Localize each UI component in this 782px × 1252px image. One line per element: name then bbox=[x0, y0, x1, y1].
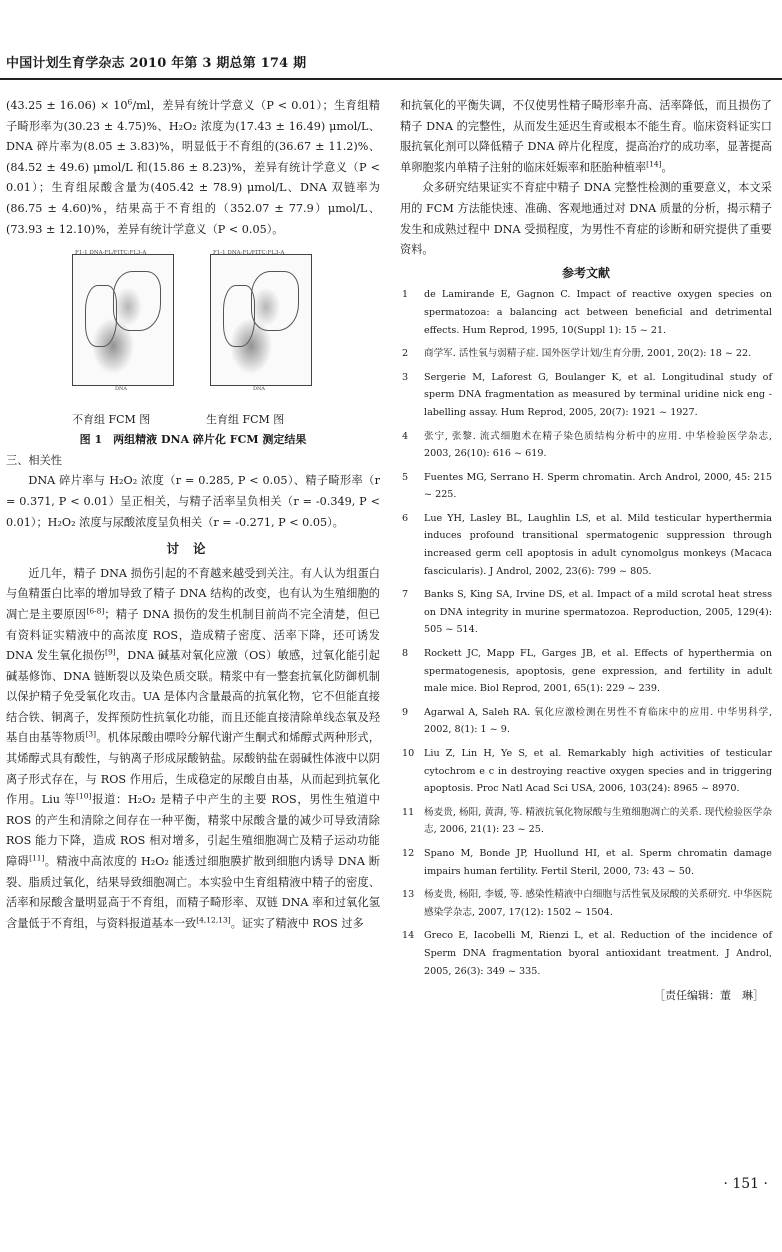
reference-number: 6 bbox=[402, 512, 409, 524]
reference-item bbox=[400, 886, 772, 921]
text-run: 。证实了精液中 ROS 过多 bbox=[230, 916, 364, 930]
text-run: 。机体尿酸由嘌呤分解代谢产生酮式和烯醇式两种形式，其烯醇式具有酸性，与钠离子形成尿酸钠盐。尿酸钠盐在弱碱性体液中以阴离子形式存在，与 ROS 作用后，生成稳定的尿酸自由基，从而起到抗氧化作用。Liu 等 bbox=[6, 731, 380, 807]
citation: [6-8] bbox=[86, 606, 105, 616]
reference-text: 杨麦贵, 杨阳, 李媛, 等. 感染性精液中白细胞与活性氧及尿酸的关系研究. 中华医院感染学杂志, 2007, 17(12): 1502 ~ 1504. bbox=[424, 889, 772, 918]
reference-number: 5 bbox=[402, 471, 409, 483]
panel-captions bbox=[6, 410, 380, 430]
panel-title: F1-1 DNA-FL/FITC:FL3-A bbox=[213, 250, 285, 257]
citation: [3] bbox=[85, 729, 97, 739]
infertile-fcm-plot bbox=[72, 250, 174, 392]
discussion-paragraph bbox=[6, 564, 380, 935]
reference-text: de Lamirande E, Gagnon C. Impact of reactive oxygen species on spermatozoa: a balancing act between beneficial and detrimental effects. Hum Reprod, 1995, 10(Suppl 1): 15 ~ 21. bbox=[424, 289, 772, 336]
reference-number: 9 bbox=[402, 706, 409, 718]
journal-header: 中国计划生育学杂志 2010 年第 3 期总第 174 期 bbox=[6, 56, 307, 71]
reference-number: 10 bbox=[402, 748, 415, 759]
reference-item bbox=[400, 586, 772, 639]
text-run: (43.25 ± 16.06) × 10 bbox=[6, 99, 128, 112]
citation: [10] bbox=[76, 791, 92, 801]
reference-number: 11 bbox=[402, 806, 415, 818]
conclusion-paragraph: 众多研究结果证实不育症中精子 DNA 完整性检测的重要意义，本文采用的 FCM 方法能快速、准确、客观地通过对 DNA 质量的分析，揭示精子发生和成熟过程中 DNA 受损程度，为男性不育症的诊断和研究提供了重要资料。 bbox=[400, 181, 772, 257]
text-run: 近几年，精子 DNA 损伤引起的不育越来越受到关注。有人认为组蛋白与鱼精蛋白比率的增加导致了精子 DNA 结构的改变，也有认为生殖细胞的凋亡是主要原因 bbox=[6, 566, 380, 621]
gate-region bbox=[113, 271, 161, 331]
reference-text: Fuentes MG, Serrano H. Sperm chromatin. Arch Androl, 2000, 45: 215 ~ 225. bbox=[424, 471, 772, 501]
citation: [11] bbox=[29, 853, 45, 863]
reference-item bbox=[400, 469, 772, 504]
results-paragraph bbox=[6, 96, 380, 240]
reference-item bbox=[400, 704, 772, 739]
reference-item bbox=[400, 369, 772, 422]
reference-text: Rockett JC, Mapp FL, Garges JB, et al. Effects of hyperthermia on spermatogenesis, apoptosis, gene expression, and fertility in adult male mice. Biol Reprod, 2001, 65(1): 229 ~ 239. bbox=[424, 648, 772, 695]
reference-item bbox=[400, 428, 772, 463]
reference-item bbox=[400, 645, 772, 698]
reference-text: Lue YH, Lasley BL, Laughlin LS, et al. Mild testicular hyperthermia induces profound transitional spermatogenic suppression through increased germ cell apoptosis in adult cynomolgus monkeys (Macaca fascicularis). J Androl, 2002, 23(6): 799 ~ 805. bbox=[424, 512, 772, 577]
reference-number: 3 bbox=[402, 371, 409, 383]
reference-text: Sergerie M, Laforest G, Boulanger K, et al. Longitudinal study of sperm DNA fragmentation as measured by terminal uridine nick eng - labelling assay. Hum Reprod, 2005, 20(7): 1921 ~ 1927. bbox=[424, 371, 772, 418]
reference-text: 张宁, 张黎. 流式细胞术在精子染色质结构分析中的应用. 中华检验医学杂志, 2003, 26(10): 616 ~ 619. bbox=[424, 430, 772, 460]
reference-text: Spano M, Bonde JP, Huollund HI, et al. Sperm chromatin damage impairs human fertility. Fertil Steril, 2000, 73: 43 ~ 50. bbox=[424, 847, 772, 877]
x-axis-label: DNA bbox=[115, 385, 127, 392]
text-run: ；精子 DNA 损伤的发生机制目前尚不完全清楚，但已有资料证实精液中的高浓度 ROS，造成精子密度、活率下降，还可诱发 DNA 发生氧化损伤 bbox=[6, 607, 380, 663]
reference-text: 杨麦贵, 杨阳, 黄湃, 等. 精液抗氧化物尿酸与生殖细胞凋亡的关系. 现代检验医学杂志, 2006, 21(1): 23 ~ 25. bbox=[424, 806, 772, 836]
fcm-figure bbox=[6, 250, 380, 404]
reference-item bbox=[400, 804, 772, 839]
discussion-heading: 讨论 bbox=[166, 541, 220, 557]
reference-list bbox=[400, 286, 772, 980]
reference-number: 12 bbox=[402, 847, 415, 859]
references-heading: 参考文献 bbox=[561, 265, 610, 280]
reference-text: Liu Z, Lin H, Ye S, et al. Remarkably high activities of testicular cytochrom e c in destroying reactive oxygen species and in triggering apoptosis. Proc Natl Acad Sci USA, 2006, 103(24): 8965 ~ 8970. bbox=[424, 748, 772, 795]
x-axis-label: DNA bbox=[253, 385, 265, 392]
superscript: 6 bbox=[127, 97, 133, 107]
reference-text: 商学军. 活性氧与弱精子症. 国外医学计划/生育分册, 2001, 20(2): 18 ~ 22. bbox=[424, 348, 752, 360]
caption-infertile: 不育组 FCM 图 bbox=[72, 413, 151, 427]
reference-item bbox=[400, 510, 772, 580]
responsible-editor: ［责任编辑：董 琳］ bbox=[654, 989, 764, 1003]
subsection-heading: 三、相关性 bbox=[6, 453, 62, 467]
citation: [14] bbox=[646, 159, 662, 169]
reference-number: 14 bbox=[402, 930, 415, 942]
text-run: 和抗氧化的平衡失调，不仅使男性精子畸形率升高、活率降低，而且损伤了精子 DNA 的完整性，从而发生延迟生育或根本不能生育。临床资料证实口服抗氧化剂可以降低精子 DNA 碎片化程度，提高治疗的成功率，显著提高单卵胞浆内单精子注射的临床妊娠率和胚胎种植率 bbox=[400, 99, 772, 174]
left-column bbox=[6, 96, 380, 934]
discussion-continued-paragraph bbox=[400, 96, 772, 178]
reference-number: 13 bbox=[402, 889, 415, 901]
caption-fertile: 生育组 FCM 图 bbox=[206, 413, 285, 427]
citation: [4,12,13] bbox=[196, 915, 231, 925]
reference-item bbox=[400, 927, 772, 980]
reference-number: 8 bbox=[402, 648, 409, 660]
text-run: ，DNA 碱基对氧化应激（OS）敏感，过氧化能引起碱基修饰、DNA 链断裂以及染色质交联。精浆中有一整套抗氧化防御机制以保护精子免受氧化攻击。UA 是体内含量最高的抗氧化物，它不但能直接结合铁、铜离子，发挥预防性抗氧化功能，而且还能直接清除单线态氧及羟基自由基等物质 bbox=[6, 649, 380, 745]
reference-text: Greco E, Iacobelli M, Rienzi L, et al. Reduction of the incidence of Sperm DNA fragmentation byoral antioxidant treatment. J Androl, 2005, 26(3): 349 ~ 335. bbox=[424, 930, 772, 977]
reference-item bbox=[400, 745, 772, 798]
header-rule bbox=[0, 78, 782, 80]
reference-number: 2 bbox=[402, 348, 409, 360]
reference-number: 1 bbox=[402, 289, 409, 301]
text-run: 。 bbox=[661, 160, 673, 174]
figure-caption: 图 1 两组精液 DNA 碎片化 FCM 测定结果 bbox=[79, 433, 307, 447]
reference-item bbox=[400, 845, 772, 880]
correlation-paragraph: DNA 碎片率与 H₂O₂ 浓度（r = 0.285, P < 0.05）、精子畸形率（r = 0.371, P < 0.01）呈正相关，与精子活率呈负相关（r = -0.349, P < 0.01）；H₂O₂ 浓度与尿酸浓度呈负相关（r = -0.271, P < 0.05）。 bbox=[6, 474, 380, 529]
fertile-fcm-plot bbox=[210, 250, 312, 392]
reference-text: Banks S, King SA, Irvine DS, et al. Impact of a mild scrotal heat stress on DNA integrity in murine spermatozoa. Reproduction, 2005, 129(4): 505 ~ 514. bbox=[424, 589, 772, 636]
right-column bbox=[400, 96, 772, 1007]
gate-region bbox=[251, 271, 299, 331]
reference-item bbox=[400, 286, 772, 339]
reference-text: Agarwal A, Saleh RA. 氧化应激检测在男性不育临床中的应用. 中华男科学, 2002, 8(1): 1 ~ 9. bbox=[424, 706, 772, 736]
reference-item bbox=[400, 345, 772, 363]
reference-number: 4 bbox=[402, 430, 409, 442]
text-run: 。精液中高浓度的 H₂O₂ 能透过细胞膜扩散到细胞内诱导 DNA 断裂、脂质过氧化，结果导致细胞凋亡。本实验中生育组精液中精子的密度、活率和尿酸含量明显高于不育组，而精子畸形率、双链 DNA 率和过氧化氢含量低于不育组，与资料报道基本一致 bbox=[6, 855, 380, 930]
text-run: /ml，差异有统计学意义（P < 0.01）；生育组精子畸形率为(30.23 ± 4.75)%、H₂O₂ 浓度为(17.43 ± 16.49) μmol/L、DNA 碎片率为(8.05 ± 3.83)%，明显低于不育组的(36.67 ± 11.2)%、(84.52 ± 49.6) μmol/L 和(15.86 ± 8.23)%，差异有统计学意义（P < 0.01）；生育组尿酸含量为(405.42 ± 78.9) μmol/L、DNA 双链率为(86.75 ± 4.60)%，结果高于不育组的（352.07 ± 77.9）μmol/L、(73.93 ± 12.10)%，差异有统计学意义（P < 0.05）。 bbox=[6, 99, 380, 236]
panel-title: F1-1 DNA-FL/FITC:FL3-A bbox=[75, 250, 147, 257]
page-number: · 151 · bbox=[723, 1176, 768, 1192]
text-run: 报道：H₂O₂ 是精子中产生的主要 ROS，男性生殖道中 ROS 的产生和清除之间存在一种平衡，精浆中尿酸含量的减少可导致清除 ROS 能力下降，造成 ROS 相对增多，引起生殖细胞凋亡及精子运动功能障碍 bbox=[6, 793, 380, 869]
citation: [9] bbox=[105, 647, 116, 657]
reference-number: 7 bbox=[402, 589, 409, 601]
